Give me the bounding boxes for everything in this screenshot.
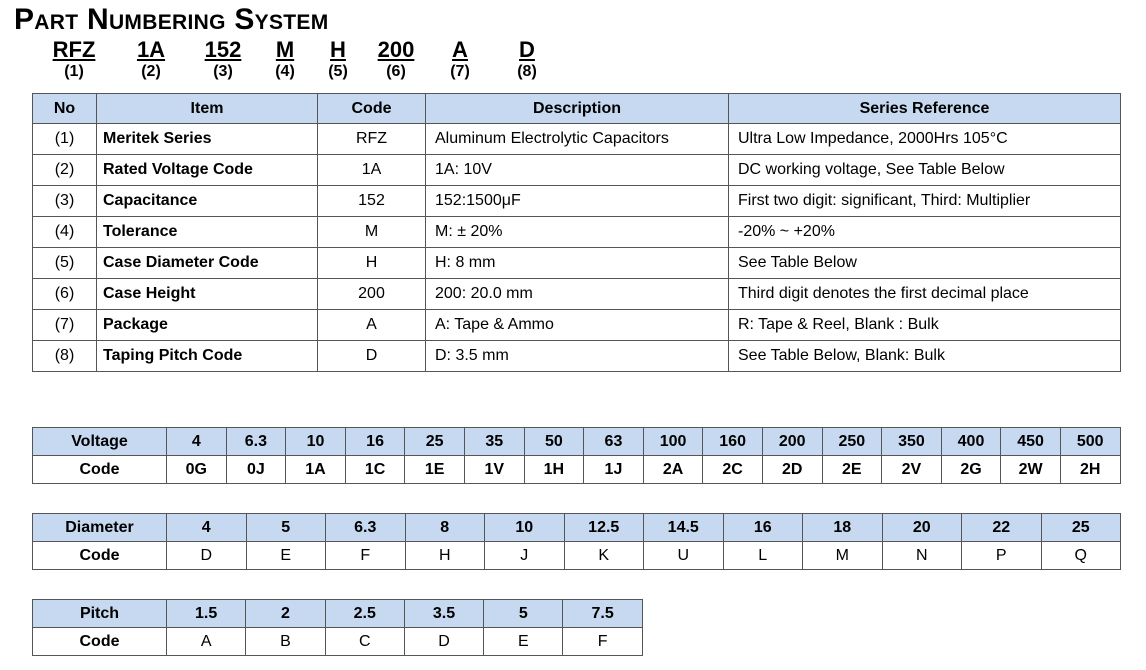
header-description: Description — [426, 94, 729, 124]
diameter-value: 25 — [1041, 514, 1121, 542]
pitch-value: 7.5 — [563, 600, 642, 628]
voltage-code: 2W — [1001, 456, 1061, 484]
header-series-reference: Series Reference — [729, 94, 1121, 124]
cell-series-reference: -20% ~ +20% — [729, 217, 1121, 248]
diameter-value: 20 — [882, 514, 962, 542]
diameter-code-table — [32, 513, 1121, 570]
cell-code: D — [318, 341, 426, 372]
pitch-value: 1.5 — [167, 600, 246, 628]
voltage-value: 16 — [345, 428, 405, 456]
cell-series-reference: Third digit denotes the first decimal place — [729, 279, 1121, 310]
diameter-code: L — [723, 542, 803, 570]
header-item: Item — [97, 94, 318, 124]
voltage-code-row — [33, 456, 1121, 484]
cell-no: (3) — [33, 186, 97, 217]
diameter-code: H — [405, 542, 485, 570]
diameter-value: 4 — [167, 514, 247, 542]
voltage-value: 400 — [941, 428, 1001, 456]
voltage-code: 1J — [584, 456, 644, 484]
cell-item: Case Height — [97, 279, 318, 310]
cell-code: 1A — [318, 155, 426, 186]
pitch-value: 3.5 — [404, 600, 483, 628]
pn-code-6: 200 — [377, 37, 415, 62]
voltage-code: 2C — [703, 456, 763, 484]
cell-item: Package — [97, 310, 318, 341]
voltage-code: 2A — [643, 456, 703, 484]
pitch-code: F — [563, 628, 642, 656]
pn-code-2: 1A — [136, 37, 166, 62]
voltage-value: 500 — [1060, 428, 1120, 456]
page-title: Part Numbering System — [14, 3, 329, 36]
voltage-code: 1C — [345, 456, 405, 484]
cell-series-reference: R: Tape & Reel, Blank : Bulk — [729, 310, 1121, 341]
voltage-value: 35 — [464, 428, 524, 456]
table-row — [33, 341, 1121, 372]
cell-item: Taping Pitch Code — [97, 341, 318, 372]
cell-code: 200 — [318, 279, 426, 310]
diameter-value: 6.3 — [326, 514, 406, 542]
voltage-code: 2E — [822, 456, 882, 484]
cell-description: M: ± 20% — [426, 217, 729, 248]
diameter-code: K — [564, 542, 644, 570]
cell-code: M — [318, 217, 426, 248]
cell-description: H: 8 mm — [426, 248, 729, 279]
pitch-value: 2 — [246, 600, 325, 628]
voltage-value: 200 — [762, 428, 822, 456]
diameter-label: Diameter — [33, 514, 167, 542]
diameter-code: D — [167, 542, 247, 570]
voltage-value: 250 — [822, 428, 882, 456]
voltage-value: 100 — [643, 428, 703, 456]
cell-code: RFZ — [318, 124, 426, 155]
cell-item: Case Diameter Code — [97, 248, 318, 279]
voltage-code: 1V — [464, 456, 524, 484]
diameter-value: 10 — [485, 514, 565, 542]
voltage-value: 4 — [167, 428, 227, 456]
cell-no: (6) — [33, 279, 97, 310]
cell-description: A: Tape & Ammo — [426, 310, 729, 341]
part-numbering-table — [32, 93, 1121, 372]
cell-series-reference: DC working voltage, See Table Below — [729, 155, 1121, 186]
pitch-label: Pitch — [33, 600, 167, 628]
voltage-code-label: Code — [33, 456, 167, 484]
cell-description: 152:1500μF — [426, 186, 729, 217]
cell-description: 200: 20.0 mm — [426, 279, 729, 310]
cell-item: Meritek Series — [97, 124, 318, 155]
pn-num-5: (5) — [328, 63, 348, 80]
table-row — [33, 310, 1121, 341]
diameter-code: N — [882, 542, 962, 570]
table-row — [33, 186, 1121, 217]
cell-description: 1A: 10V — [426, 155, 729, 186]
header-no: No — [33, 94, 97, 124]
pn-num-8: (8) — [517, 63, 537, 80]
header-code: Code — [318, 94, 426, 124]
pitch-code: A — [167, 628, 246, 656]
pn-code-4: M — [275, 37, 295, 62]
voltage-code-table — [32, 427, 1121, 484]
pitch-header-row — [33, 600, 643, 628]
voltage-value: 6.3 — [226, 428, 286, 456]
table-row — [33, 248, 1121, 279]
diameter-value: 18 — [803, 514, 883, 542]
diameter-code: J — [485, 542, 565, 570]
pitch-code-row — [33, 628, 643, 656]
table-row — [33, 217, 1121, 248]
cell-item: Capacitance — [97, 186, 318, 217]
cell-item: Tolerance — [97, 217, 318, 248]
diameter-header-row — [33, 514, 1121, 542]
voltage-header-row — [33, 428, 1121, 456]
pitch-code-table — [32, 599, 643, 656]
pitch-value: 5 — [484, 600, 563, 628]
diameter-code: P — [962, 542, 1042, 570]
cell-series-reference: Ultra Low Impedance, 2000Hrs 105°C — [729, 124, 1121, 155]
cell-no: (8) — [33, 341, 97, 372]
table-row — [33, 155, 1121, 186]
diameter-code: M — [803, 542, 883, 570]
cell-series-reference: See Table Below — [729, 248, 1121, 279]
cell-no: (1) — [33, 124, 97, 155]
diameter-code-label: Code — [33, 542, 167, 570]
cell-no: (5) — [33, 248, 97, 279]
cell-no: (2) — [33, 155, 97, 186]
table-row — [33, 279, 1121, 310]
pn-code-8: D — [519, 37, 535, 62]
pitch-code: D — [404, 628, 483, 656]
pn-num-4: (4) — [275, 63, 295, 80]
voltage-value: 25 — [405, 428, 465, 456]
pn-num-2: (2) — [141, 63, 161, 80]
cell-code: A — [318, 310, 426, 341]
voltage-value: 450 — [1001, 428, 1061, 456]
pn-num-3: (3) — [213, 63, 233, 80]
voltage-value: 160 — [703, 428, 763, 456]
pn-num-6: (6) — [386, 63, 406, 80]
pn-code-3: 152 — [204, 37, 242, 62]
pitch-value: 2.5 — [325, 600, 404, 628]
voltage-code: 2G — [941, 456, 1001, 484]
cell-item: Rated Voltage Code — [97, 155, 318, 186]
pn-code-7: A — [452, 37, 468, 62]
pitch-code: C — [325, 628, 404, 656]
diameter-code: U — [644, 542, 724, 570]
diameter-code: F — [326, 542, 406, 570]
voltage-code: 2H — [1060, 456, 1120, 484]
cell-code: H — [318, 248, 426, 279]
pitch-code-label: Code — [33, 628, 167, 656]
diameter-code-row — [33, 542, 1121, 570]
voltage-value: 10 — [286, 428, 346, 456]
table-row — [33, 124, 1121, 155]
voltage-code: 0J — [226, 456, 286, 484]
diameter-value: 8 — [405, 514, 485, 542]
diameter-value: 16 — [723, 514, 803, 542]
diameter-code: Q — [1041, 542, 1121, 570]
voltage-value: 63 — [584, 428, 644, 456]
cell-series-reference: See Table Below, Blank: Bulk — [729, 341, 1121, 372]
table-header-row — [33, 94, 1121, 124]
voltage-code: 0G — [167, 456, 227, 484]
pn-num-1: (1) — [64, 63, 84, 80]
voltage-value: 350 — [882, 428, 942, 456]
pitch-code: B — [246, 628, 325, 656]
pn-code-1: RFZ — [52, 37, 96, 62]
cell-no: (7) — [33, 310, 97, 341]
diameter-value: 12.5 — [564, 514, 644, 542]
voltage-code: 2V — [882, 456, 942, 484]
voltage-code: 1E — [405, 456, 465, 484]
voltage-code: 2D — [762, 456, 822, 484]
cell-description: Aluminum Electrolytic Capacitors — [426, 124, 729, 155]
voltage-value: 50 — [524, 428, 584, 456]
pn-num-7: (7) — [450, 63, 470, 80]
diameter-value: 14.5 — [644, 514, 724, 542]
voltage-code: 1H — [524, 456, 584, 484]
cell-description: D: 3.5 mm — [426, 341, 729, 372]
cell-code: 152 — [318, 186, 426, 217]
diameter-code: E — [246, 542, 326, 570]
diameter-value: 22 — [962, 514, 1042, 542]
voltage-code: 1A — [286, 456, 346, 484]
diameter-value: 5 — [246, 514, 326, 542]
pn-code-5: H — [330, 37, 346, 62]
cell-no: (4) — [33, 217, 97, 248]
cell-series-reference: First two digit: significant, Third: Multiplier — [729, 186, 1121, 217]
voltage-label: Voltage — [33, 428, 167, 456]
pitch-code: E — [484, 628, 563, 656]
